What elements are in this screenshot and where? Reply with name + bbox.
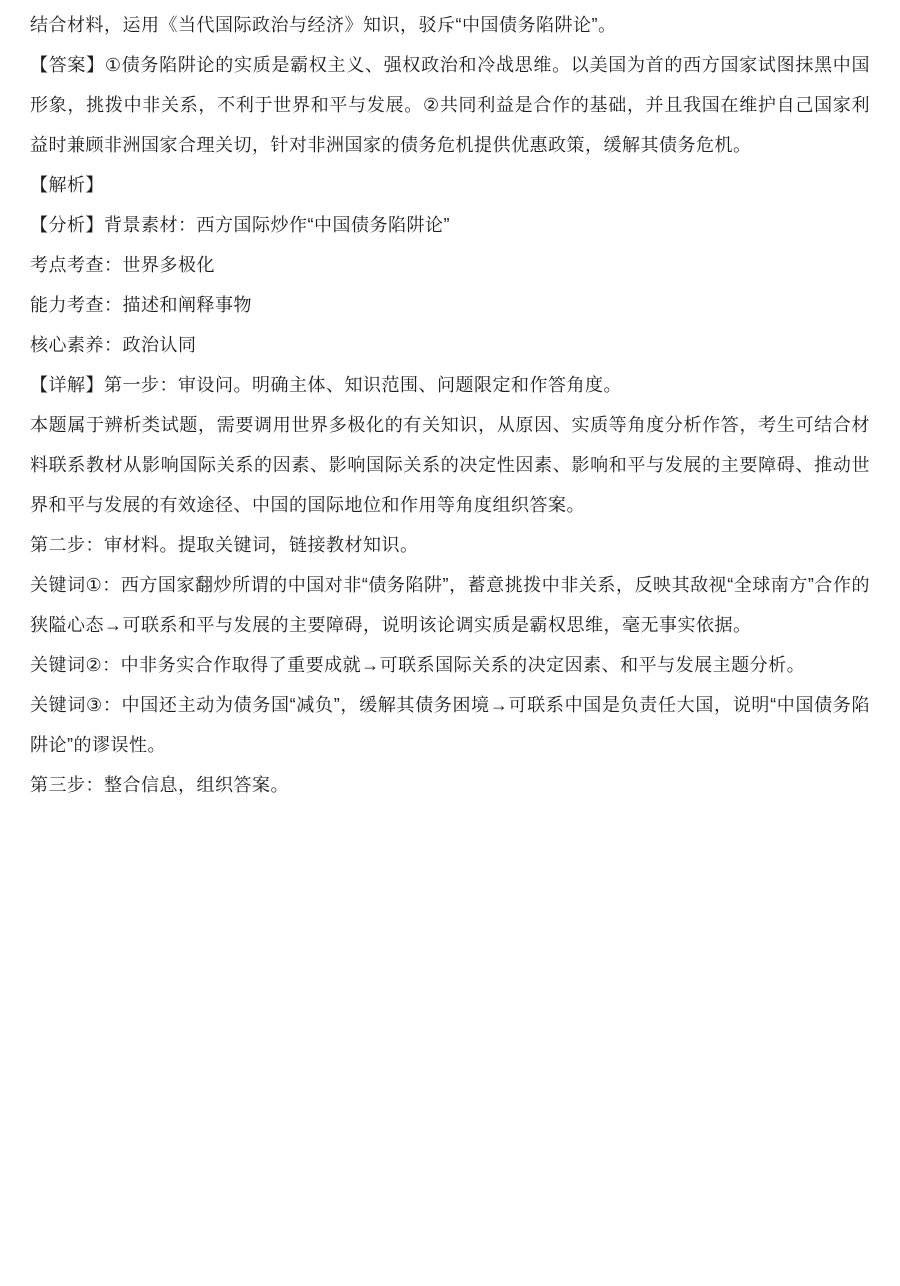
detail-step-1: 【详解】第一步：审设问。明确主体、知识范围、问题限定和作答角度。 — [30, 375, 622, 395]
keyword-3: 关键词③：中国还主动为债务国“减负”，缓解其债务困境→可联系中国是负责任大国，说明“中国债务陷阱论”的谬误性。 — [30, 695, 870, 755]
core-literacy: 核心素养：政治认同 — [30, 335, 197, 355]
detail-step-1-body: 本题属于辨析类试题，需要调用世界多极化的有关知识，从原因、实质等角度分析作答，考生可结合材料联系教材从影响国际关系的因素、影响国际关系的决定性因素、影响和平与发展的主要障碍、推动世界和平与发展的有效途径、中国的国际地位和作用等角度组织答案。 — [30, 415, 870, 515]
ability-tested: 能力考查：描述和阐释事物 — [30, 295, 252, 315]
exam-point: 考点考查：世界多极化 — [30, 255, 215, 275]
document-body — [30, 5, 870, 805]
keyword-1: 关键词①：西方国家翻炒所谓的中国对非“债务陷阱”，蓄意挑拨中非关系，反映其敌视“全球南方”合作的狭隘心态→可联系和平与发展的主要障碍，说明该论调实质是霸权思维，毫无事实依据。 — [30, 575, 870, 635]
answer-paragraph: 【答案】①债务陷阱论的实质是霸权主义、强权政治和冷战思维。以美国为首的西方国家试图抹黑中国形象，挑拨中非关系，不利于世界和平与发展。②共同利益是合作的基础，并且我国在维护自己国家利益时兼顾非洲国家合理关切，针对非洲国家的债务危机提供优惠政策，缓解其债务危机。 — [30, 55, 870, 155]
detail-step-2: 第二步：审材料。提取关键词，链接教材知识。 — [30, 535, 419, 555]
detail-step-3: 第三步：整合信息，组织答案。 — [30, 775, 289, 795]
background-material: 【分析】背景素材：西方国际炒作“中国债务陷阱论” — [30, 215, 450, 235]
question-stem: 结合材料，运用《当代国际政治与经济》知识，驳斥“中国债务陷阱论”。 — [30, 15, 617, 35]
keyword-2: 关键词②：中非务实合作取得了重要成就→可联系国际关系的决定因素、和平与发展主题分析。 — [30, 655, 806, 675]
analysis-label: 【解析】 — [30, 175, 104, 195]
